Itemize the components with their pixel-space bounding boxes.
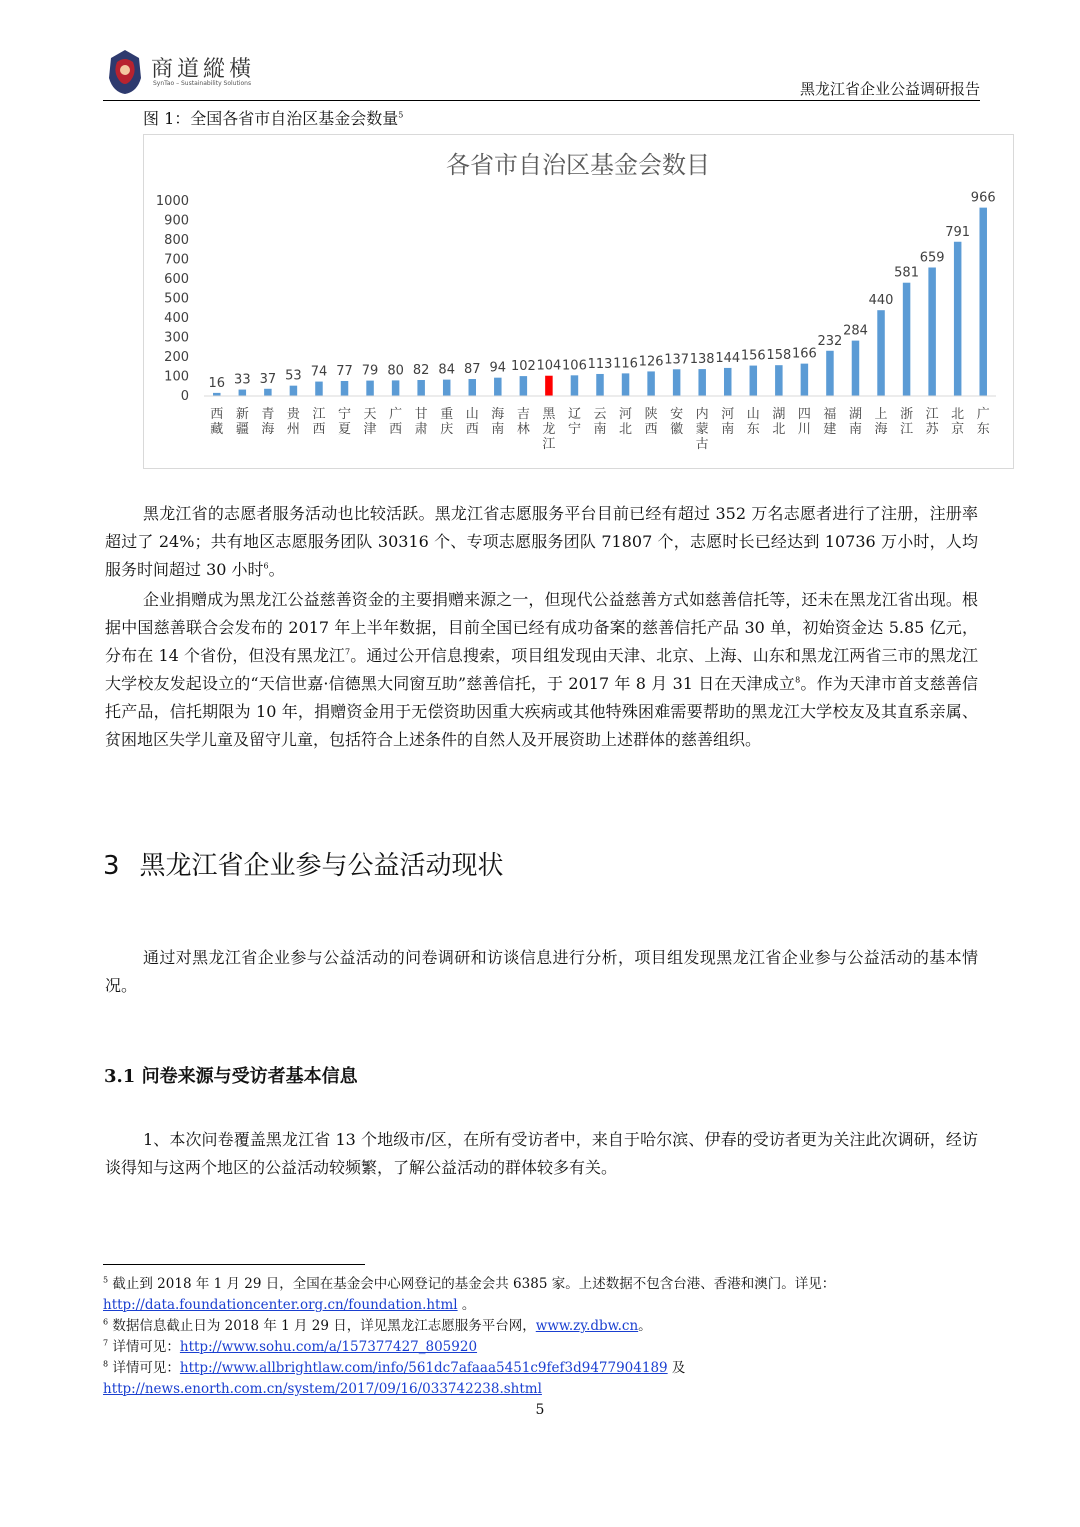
footnote-text: 。: [457, 1297, 476, 1313]
data-label: 33: [234, 372, 251, 388]
x-tick-label: 宁夏: [338, 407, 352, 437]
bar: [494, 378, 502, 396]
data-label: 581: [894, 265, 919, 281]
x-tick-label: 辽宁: [567, 407, 581, 437]
bar: [315, 382, 323, 396]
footnote-link[interactable]: http://data.foundationcenter.org.cn/foundation.html: [103, 1297, 458, 1313]
x-tick-label: 河南: [721, 407, 735, 437]
data-label: 232: [817, 333, 843, 349]
x-tick-label: 新疆: [235, 407, 249, 437]
data-label: 126: [638, 354, 664, 370]
data-label: 966: [970, 190, 996, 206]
data-label: 87: [463, 362, 481, 378]
logo-emblem-icon: [103, 48, 147, 96]
bar: [750, 366, 758, 396]
x-tick-label: 浙江: [900, 407, 914, 437]
data-label: 137: [664, 352, 690, 368]
footnote: [103, 1358, 980, 1400]
x-tick-label: 上海: [874, 407, 888, 437]
bar: [775, 365, 783, 396]
figure-caption: [143, 106, 403, 129]
bar: [852, 341, 860, 396]
x-tick-label: 广东: [976, 407, 990, 437]
data-label: 144: [715, 350, 741, 366]
footnote: [103, 1337, 980, 1358]
footnote-text: 详情可见：: [112, 1339, 180, 1355]
data-label: 138: [689, 352, 715, 368]
bar: [647, 371, 655, 396]
footnote-link[interactable]: www.zy.dbw.cn: [535, 1318, 639, 1334]
data-label: 106: [562, 358, 587, 374]
footnote-ref: 7: [345, 647, 351, 657]
bar-chart: [143, 134, 1014, 469]
logo-english-text: SynTao – Sustainability Solutions: [153, 80, 252, 87]
x-tick-label: 海南: [491, 407, 505, 437]
page-header: [103, 40, 980, 101]
data-label: 156: [740, 348, 766, 364]
x-tick-label: 广西: [389, 407, 403, 437]
bar: [903, 283, 911, 396]
footnote-ref: 5: [398, 110, 404, 120]
x-tick-label: 黑龙江: [542, 407, 556, 452]
x-tick-label: 安徽: [670, 407, 684, 437]
paragraph-charity-trust: [105, 586, 978, 754]
paragraph-survey: 1、本次问卷覆盖黑龙江省 13 个地级市/区，在所有受访者中，来自于哈尔滨、伊春的受访者更为关注此次调研，经访谈得知与这两个地区的公益活动较频繁，了解公益活动的群体较多有关。: [105, 1130, 978, 1177]
footnote-text: 截止到 2018 年 1 月 29 日，全国在基金会中心网登记的基金会共 6385 家。上述数据不包含台港、香港和澳门。详见：: [112, 1276, 836, 1292]
footnote-number: 7: [103, 1338, 109, 1348]
subsection-heading: 3.1 问卷来源与受访者基本信息: [104, 1066, 358, 1087]
data-label: 94: [489, 360, 507, 376]
x-tick-label: 四川: [797, 407, 811, 437]
paragraph-text: 。: [268, 560, 285, 579]
bar: [469, 379, 477, 396]
section-heading: [103, 845, 504, 882]
data-label: 158: [766, 348, 792, 364]
bar: [443, 380, 451, 396]
bar: [801, 364, 809, 396]
section-number: 3: [103, 851, 120, 881]
page-number: 5: [535, 1402, 545, 1418]
x-tick-label: 山东: [746, 407, 760, 437]
chart-svg: [144, 135, 1013, 468]
paragraph-text: 。通过公开信息搜索，项目组发现由天津、北京、上海、山东和黑龙江两省三市的黑龙江大学校友发起设立的“天信世嘉·信德黑大同窗互助”慈善信托，于 2017 年 8 月 31 日在天津成立: [105, 646, 978, 693]
footnote-text: 。: [638, 1318, 652, 1334]
footnote-link[interactable]: http://www.sohu.com/a/157377427_805920: [179, 1339, 478, 1355]
paragraph-volunteer: [105, 500, 978, 584]
x-tick-label: 湖北: [772, 407, 786, 437]
data-label: 82: [412, 363, 430, 379]
logo-chinese-text: 商道縱橫: [151, 57, 256, 82]
data-label: 166: [791, 346, 817, 362]
x-tick-label: 陕西: [644, 407, 658, 437]
report-title: 黑龙江省企业公益调研报告: [799, 80, 980, 98]
data-label: 791: [945, 224, 971, 240]
bar: [877, 310, 885, 396]
y-tick-label: 0: [180, 389, 189, 404]
y-tick-label: 900: [164, 213, 189, 229]
footnotes: [103, 1274, 980, 1400]
data-label: 53: [285, 368, 302, 384]
y-tick-label: 400: [164, 311, 189, 326]
paragraph-text: 。作为天津市首支慈善信托产品，信托期限为 10 年，捐赠资金用于无偿资助因重大疾病或其他特殊困难需要帮助的黑龙江大学校友及其直系亲属、贫困地区失学儿童及留守儿童，包括符合上述条件的自然人及开展资助上述群体的慈善组织。: [105, 674, 978, 749]
figure-caption-text: 图 1：全国各省市自治区基金会数量: [143, 109, 399, 128]
data-label: 102: [510, 359, 536, 375]
chart-title: 各省市自治区基金会数目: [446, 151, 710, 179]
bar: [954, 242, 962, 396]
bar: [264, 389, 272, 396]
bar: [417, 380, 425, 396]
footnote-ref: 8: [795, 675, 801, 685]
x-tick-label: 青海: [261, 407, 275, 437]
data-label: 284: [843, 323, 868, 339]
footnote-link[interactable]: http://news.enorth.com.cn/system/2017/09/16/033742238.shtml: [103, 1381, 542, 1397]
footnote-number: 5: [103, 1275, 109, 1285]
footnote-ref: 6: [263, 561, 269, 571]
section-title-text: 黑龙江省企业参与公益活动现状: [139, 851, 504, 881]
bar: [239, 390, 247, 396]
data-label: 440: [868, 293, 894, 309]
bar: [545, 376, 553, 396]
footnote-separator: [103, 1264, 365, 1265]
y-tick-label: 500: [164, 291, 189, 307]
bar: [622, 373, 630, 396]
y-tick-label: 800: [164, 233, 189, 248]
bar: [366, 381, 374, 396]
bar: [341, 381, 349, 396]
x-tick-label: 北京: [951, 407, 965, 437]
x-axis: [204, 396, 996, 452]
y-tick-label: 300: [164, 330, 189, 346]
bar: [290, 386, 298, 396]
x-tick-label: 江苏: [925, 407, 939, 437]
bar: [698, 369, 706, 396]
y-tick-label: 100: [164, 369, 189, 385]
bar: [979, 208, 987, 396]
x-tick-label: 河北: [619, 407, 633, 437]
bar: [571, 375, 579, 396]
data-label: 79: [361, 363, 379, 379]
x-tick-label: 福建: [823, 407, 837, 437]
footnote-number: 8: [103, 1359, 109, 1369]
footnote: [103, 1274, 980, 1316]
x-tick-label: 重庆: [440, 407, 454, 437]
x-tick-label: 云南: [593, 407, 607, 437]
bar: [596, 374, 604, 396]
y-tick-label: 200: [164, 350, 189, 365]
x-tick-label: 贵州: [286, 407, 300, 437]
company-logo: [103, 48, 283, 96]
x-tick-label: 西藏: [210, 407, 224, 437]
data-label: 84: [438, 362, 455, 378]
bars: [209, 191, 996, 396]
data-label: 77: [336, 363, 353, 379]
data-label: 116: [613, 356, 638, 372]
footnote: [103, 1316, 980, 1337]
data-label: 37: [259, 371, 277, 387]
bar: [673, 369, 681, 396]
data-label: 80: [387, 363, 404, 379]
bar: [520, 376, 528, 396]
data-label: 16: [208, 375, 226, 391]
x-tick-label: 天津: [363, 407, 377, 437]
data-label: 104: [536, 358, 562, 374]
bar: [928, 267, 936, 396]
footnote-text: 数据信息截止日为 2018 年 1 月 29 日，详见黑龙江志愿服务平台网，: [112, 1318, 536, 1334]
footnote-text: 详情可见：: [112, 1360, 180, 1376]
x-tick-label: 吉林: [516, 407, 530, 437]
data-label: 74: [310, 364, 328, 380]
y-tick-label: 1000: [155, 194, 189, 209]
x-tick-label: 湖南: [848, 407, 862, 437]
bar: [826, 351, 834, 396]
y-axis: [156, 194, 189, 404]
footnote-number: 6: [103, 1317, 109, 1327]
bar: [392, 380, 400, 396]
paragraph-text: 黑龙江省的志愿者服务活动也比较活跃。黑龙江省志愿服务平台目前已经有超过 352 万名志愿者进行了注册，注册率超过了 24%；共有地区志愿服务团队 30316 个、专项志愿服务团队 71807 个，志愿时长已经达到 10736 万小时，人均服务时间超过 30 小时: [105, 504, 978, 579]
data-label: 113: [587, 356, 613, 372]
paragraph-intro: 通过对黑龙江省企业参与公益活动的问卷调研和访谈信息进行分析，项目组发现黑龙江省企业参与公益活动的基本情况。: [105, 948, 978, 995]
x-tick-label: 甘肃: [414, 407, 428, 437]
y-tick-label: 600: [164, 272, 189, 287]
footnote-text: 及: [667, 1360, 686, 1376]
x-tick-label: 山西: [465, 407, 479, 437]
x-tick-label: 江西: [312, 407, 326, 437]
bar: [724, 368, 732, 396]
paragraph-text: 企业捐赠成为黑龙江公益慈善资金的主要捐赠来源之一，但现代公益慈善方式如慈善信托等，还未在黑龙江省出现。根据中国慈善联合会发布的 2017 年上半年数据，目前全国已经有成功备案的慈善信托产品 30 单，初始资金达 5.85 亿元，分布在 14 个省份，但没有黑龙江: [105, 590, 978, 665]
y-tick-label: 700: [164, 252, 189, 268]
data-label: 659: [919, 250, 945, 266]
footnote-link[interactable]: http://www.allbrightlaw.com/info/561dc7afaaa5451c9fef3d9477904189: [179, 1360, 668, 1376]
x-tick-label: 内蒙古: [695, 407, 709, 452]
